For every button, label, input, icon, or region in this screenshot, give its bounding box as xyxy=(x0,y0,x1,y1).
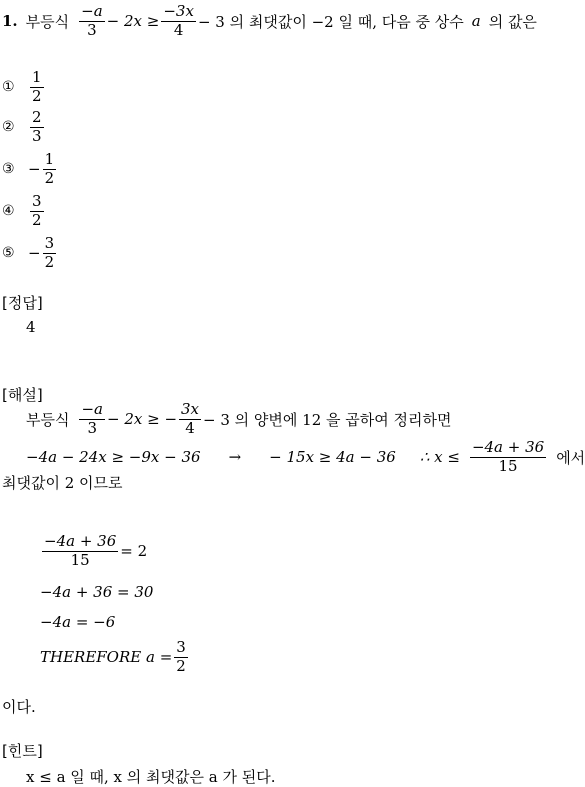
fraction-denominator: 3 xyxy=(87,418,98,437)
solution-text: − 2x ≥ − xyxy=(107,410,178,429)
question-text-4: 의 값은 xyxy=(488,12,537,31)
fraction-denominator: 2 xyxy=(32,210,42,229)
fraction-denominator: 2 xyxy=(44,252,55,271)
equation-1 xyxy=(40,534,147,569)
hint-label: [힌트] xyxy=(2,742,43,760)
solution-inequality: − 15x ≥ 4a − 36 xyxy=(269,448,396,467)
solution-therefore: ∴ x ≤ xyxy=(419,448,460,467)
choice-marker: ⑤ xyxy=(2,245,15,262)
fraction-numerator: 3 xyxy=(32,192,42,210)
question-variable: a xyxy=(471,12,481,31)
choice-sign: − xyxy=(28,244,41,263)
fraction-numerator: −a xyxy=(81,2,103,20)
solution-line-2 xyxy=(26,440,585,475)
fraction-denominator: 3 xyxy=(87,20,97,39)
choice-4[interactable] xyxy=(2,194,46,229)
equation-fraction xyxy=(42,534,118,569)
fraction-denominator: 15 xyxy=(498,456,518,475)
choice-1[interactable] xyxy=(2,70,46,105)
fraction-numerator: 3 xyxy=(44,234,55,252)
fraction-denominator: 3 xyxy=(32,126,42,145)
fraction-denominator: 2 xyxy=(44,168,55,187)
fraction-denominator: 2 xyxy=(176,656,186,675)
choice-marker: ① xyxy=(2,79,15,96)
answer-label: [정답] xyxy=(2,294,43,312)
fraction-denominator: 4 xyxy=(185,418,195,437)
fraction-numerator: −4a + 36 xyxy=(471,438,545,456)
fraction-denominator: 2 xyxy=(32,86,42,105)
solution-line-3: 최댓값이 2 이므로 xyxy=(2,474,123,492)
solution-fraction xyxy=(470,440,546,475)
arrow-icon: → xyxy=(228,448,242,467)
fraction-numerator: −3x xyxy=(163,2,194,20)
choice-5[interactable] xyxy=(2,236,58,271)
question-fraction-2 xyxy=(161,4,196,39)
fraction-denominator: 15 xyxy=(70,550,90,569)
equation-4 xyxy=(40,640,190,675)
question-text-1: 부등식 xyxy=(25,12,70,31)
choice-fraction xyxy=(30,70,44,105)
equation-2: −4a + 36 = 30 xyxy=(40,583,154,601)
choice-2[interactable] xyxy=(2,110,46,145)
equation-3: −4a = −6 xyxy=(40,613,116,631)
solution-text: 에서 xyxy=(556,448,585,467)
fraction-numerator: −4a + 36 xyxy=(44,532,117,550)
equation-fraction xyxy=(174,640,188,675)
fraction-numerator: 2 xyxy=(32,108,42,126)
choice-sign: − xyxy=(28,160,41,179)
choice-marker: ② xyxy=(2,119,15,136)
solution-fraction xyxy=(79,402,105,437)
equation-rhs: = 2 xyxy=(120,542,148,561)
question-number: 1. xyxy=(2,12,18,31)
choice-marker: ④ xyxy=(2,203,15,220)
solution-fraction xyxy=(179,402,201,437)
answer-value: 4 xyxy=(26,318,36,336)
fraction-numerator: 3 xyxy=(176,638,186,656)
choice-fraction xyxy=(30,194,44,229)
choice-marker: ③ xyxy=(2,161,15,178)
choice-3[interactable] xyxy=(2,152,58,187)
choice-fraction xyxy=(43,236,57,271)
solution-text: − 3 의 양변에 12 을 곱하여 정리하면 xyxy=(203,410,452,429)
fraction-numerator: −a xyxy=(81,400,103,418)
question-line xyxy=(2,4,537,39)
fraction-numerator: 3x xyxy=(181,400,200,418)
question-text-2: − 2x ≥ xyxy=(106,12,160,31)
equation-text: THEREFORE a = xyxy=(40,648,173,667)
fraction-numerator: 1 xyxy=(32,68,42,86)
fraction-numerator: 1 xyxy=(44,150,55,168)
question-text-3: − 3 의 최댓값이 −2 일 때, 다음 중 상수 xyxy=(197,12,464,31)
solution-text: 부등식 xyxy=(26,410,70,429)
choice-fraction xyxy=(43,152,57,187)
question-fraction-1 xyxy=(79,4,105,39)
solution-end: 이다. xyxy=(2,698,36,716)
solution-line-1 xyxy=(26,402,452,437)
solution-label: [해설] xyxy=(2,386,43,404)
choice-fraction xyxy=(30,110,44,145)
solution-inequality: −4a − 24x ≥ −9x − 36 xyxy=(26,448,201,467)
hint-text: x ≤ a 일 때, x 의 최댓값은 a 가 된다. xyxy=(26,768,276,786)
fraction-denominator: 4 xyxy=(173,20,184,39)
